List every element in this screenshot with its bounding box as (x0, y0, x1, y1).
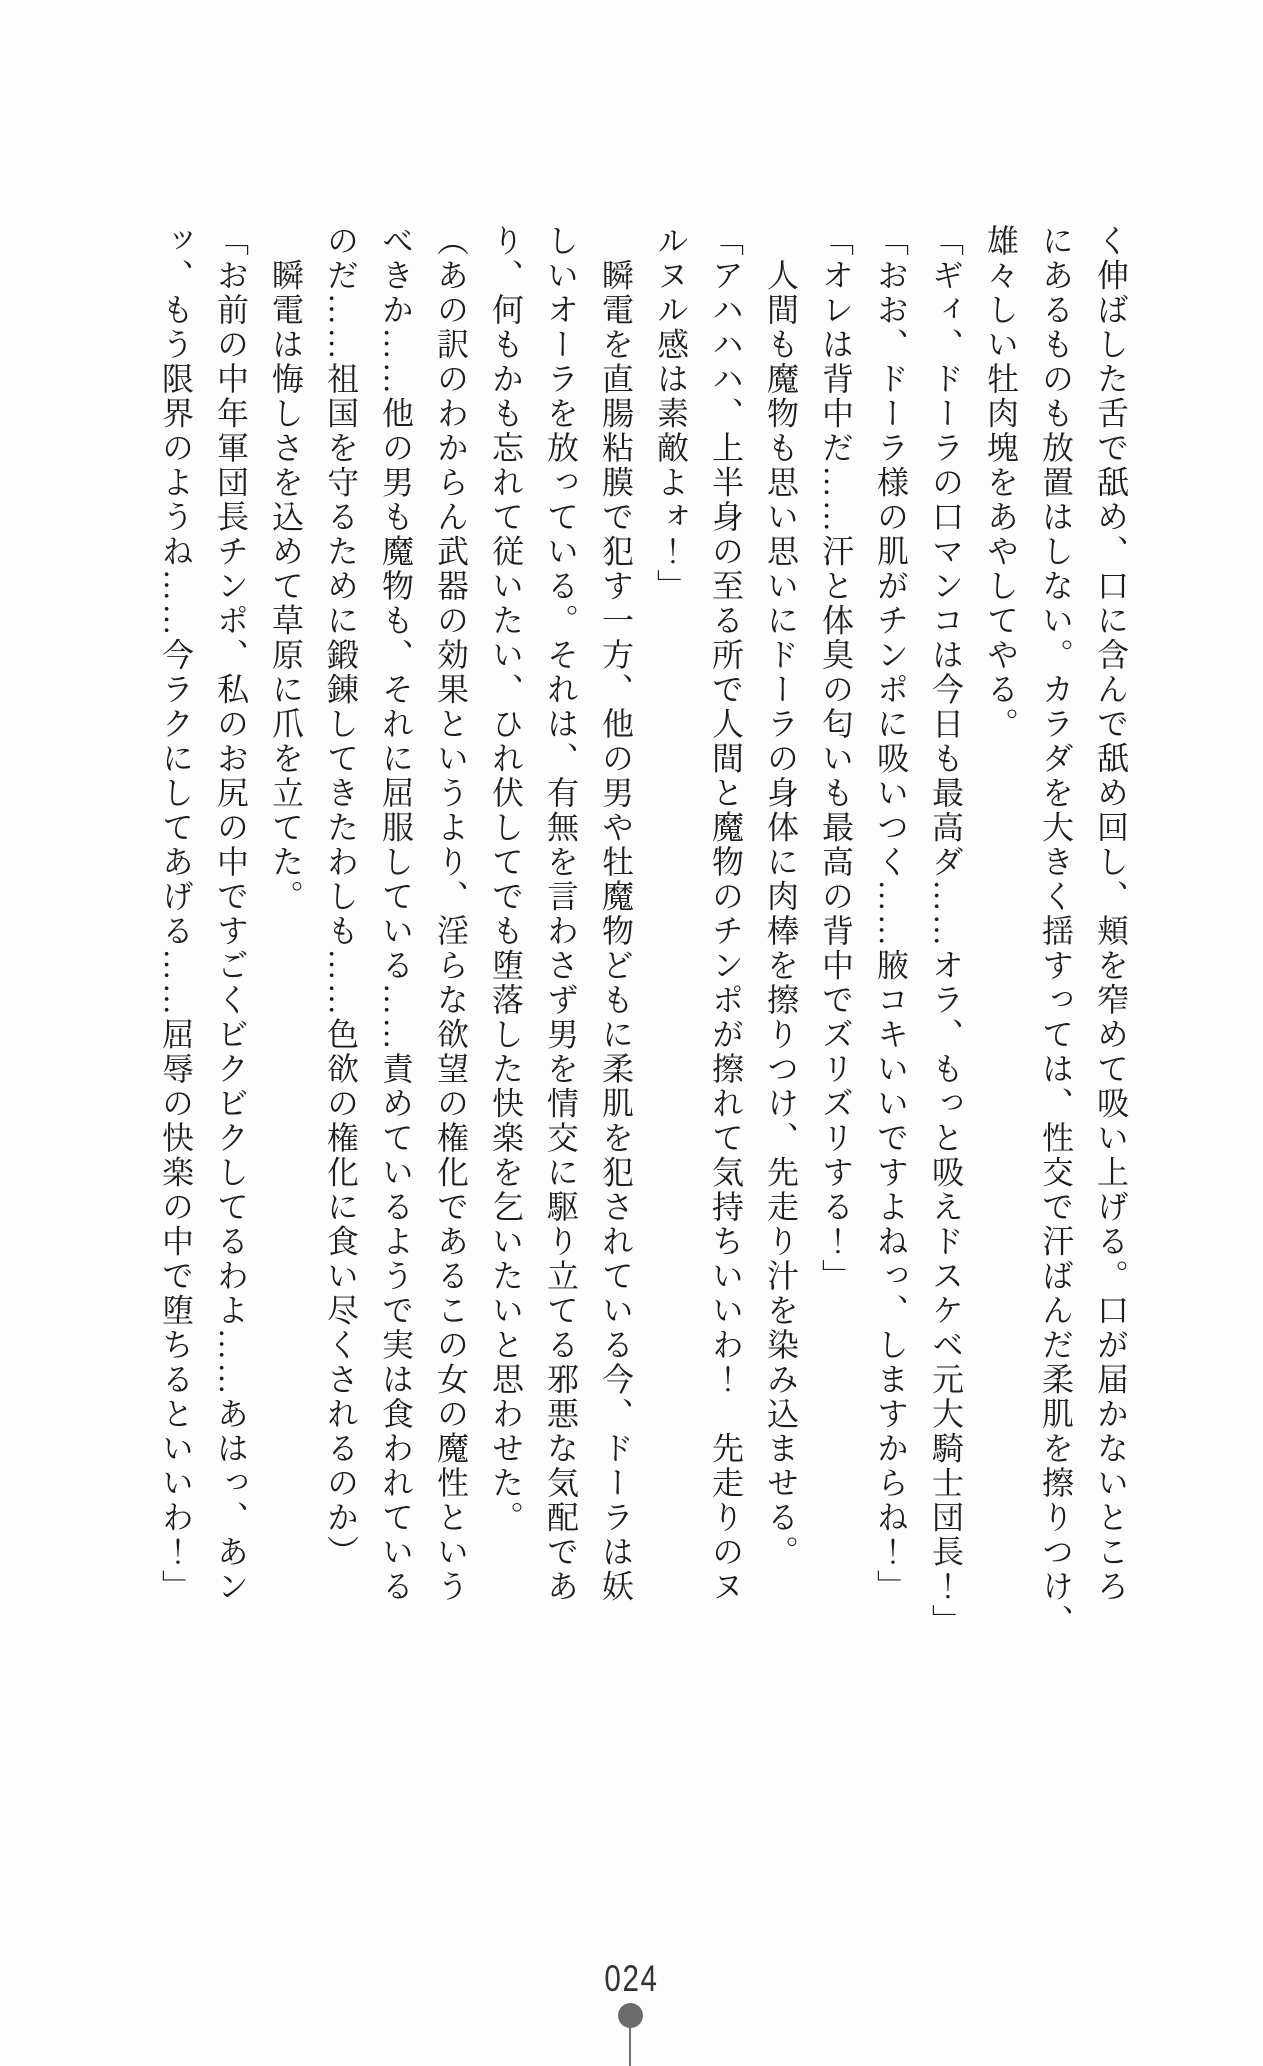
footer-ornament-circle (618, 2003, 643, 2028)
text-line: 人間も魔物も思い思いにドーラの身体に肉棒を擦りつけ、先走り汁を染み込ませる。 (763, 224, 799, 1570)
page-footer (0, 1950, 1263, 2066)
text-line: 「おお、ドーラ様の肌がチンポに吸いつく……腋コキいいですよねっ、しますからね！」 (873, 224, 909, 1604)
text-line: 「アハハハ、上半身の至る所で人間と魔物のチンポが擦れて気持ちいいわ！ 先走りのヌ (708, 224, 744, 1604)
text-line: 「ギィ、ドーラの口マンコは今日も最高ダ……オラ、もっと吸えドスケベ元大騎士団長！」 (928, 224, 964, 1639)
text-line: 瞬電は悔しさを込めて草原に爪を立てた。 (268, 224, 304, 914)
text-line: 「オレは背中だ……汗と体臭の匂いも最高の背中でズリズリする！」 (818, 224, 854, 1294)
text-line: しいオーラを放っている。それは、有無を言わさず男を情交に駆り立てる邪悪な気配であ (543, 224, 579, 1604)
body-text (148, 224, 1138, 1639)
text-line: 瞬電を直腸粘膜で犯す一方、他の男や牡魔物どもに柔肌を犯されている今、ドーラは妖 (598, 224, 634, 1604)
text-line: ッ、もう限界のようね……今ラクにしてあげる……屈辱の快楽の中で堕ちるといいわ！」 (158, 224, 194, 1604)
text-line: にあるものも放置はしない。カラダを大きく揺すっては、性交で汗ばんだ柔肌を擦りつけ、 (1038, 224, 1074, 1639)
page-number: 024 (604, 1958, 659, 1999)
text-line: 「お前の中年軍団長チンポ、私のお尻の中ですごくビクビクしてるわよ……あはっ、あン (213, 224, 249, 1604)
text-line: ルヌル感は素敵よォ！」 (653, 224, 689, 604)
footer-ornament-line (629, 2026, 631, 2066)
text-line: 雄々しい牡肉塊をあやしてやる。 (983, 224, 1019, 742)
text-line: り、何もかも忘れて従いたい、ひれ伏してでも堕落した快楽を乞いたいと思わせた。 (488, 224, 524, 1535)
text-line: のだ……祖国を守るために鍛錬してきたわしも……色欲の権化に食い尽くされるのか） (323, 224, 359, 1570)
text-line: べきか……他の男も魔物も、それに屈服している……責めているようで実は食われている (378, 224, 414, 1604)
text-line: （あの訳のわからん武器の効果というより、淫らな欲望の権化であるこの女の魔性という (433, 224, 469, 1604)
text-line: く伸ばした舌で舐め、口に含んで舐め回し、頬を窄めて吸い上げる。口が届かないところ (1093, 224, 1129, 1604)
